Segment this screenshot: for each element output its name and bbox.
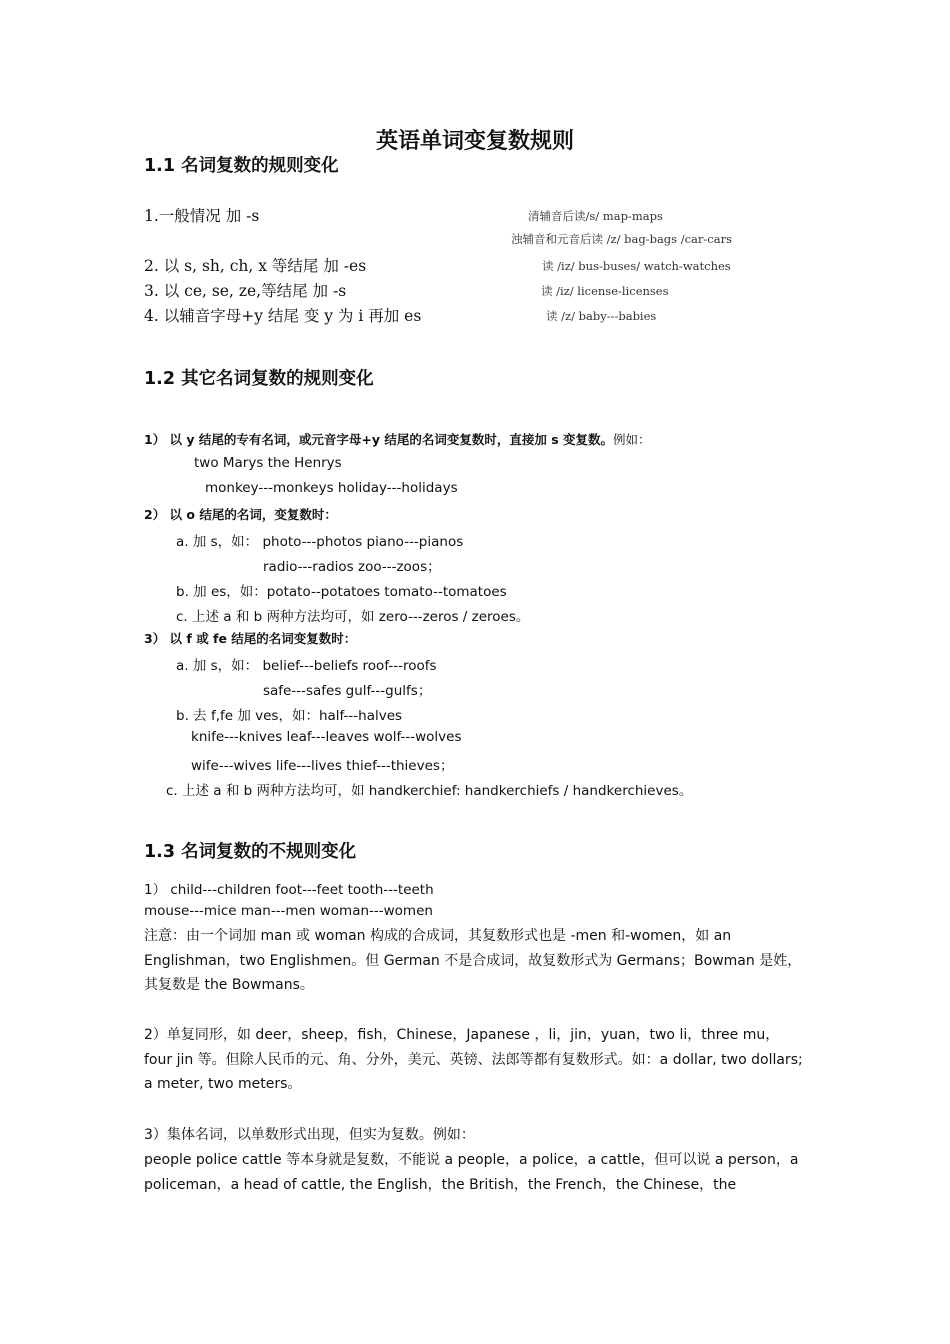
example-line: two Marys the Henrys [194, 455, 342, 471]
note-paragraph: 注意：由一个词加 man 或 woman 构成的合成词，其复数形式也是 -men 和-women，如 an Englishman，two Englishmen。但 German 不是合成词，故复数形式为 Germans；Bowman 是姓，其复数是 the Bowmans。 [144, 928, 802, 994]
rule-3-note: 读 /iz/ license-licenses [541, 284, 669, 298]
rule-1-text: 1.一般情况 加 -s [144, 207, 260, 225]
example-line: a. 加 s，如： belief---beliefs roof---roofs [176, 658, 437, 674]
section-1-2-heading: 1.2 其它名词复数的规则变化 [144, 369, 374, 389]
example-line: radio---radios zoo---zoos； [263, 559, 441, 575]
paragraph-same-form: 2）单复同形，如 deer，sheep，fish，Chinese，Japanese ，li，jin，yuan，two li，three mu，four jin 等。但除人民币的元、角、分外，美元、英镑、法郎等都有复数形式。如：a dollar, two dollars; a meter, two meters。 [144, 1027, 803, 1093]
section-1-1-heading: 1.1 名词复数的规则变化 [144, 156, 339, 176]
rule-4-note: 读 /z/ baby---babies [546, 309, 657, 323]
example-line: b. 加 es，如：potato--potatoes tomato--tomatoes [176, 584, 507, 600]
example-line: mouse---mice man---men woman---women [144, 903, 433, 919]
rule-4-text: 4. 以辅音字母+y 结尾 变 y 为 i 再加 es [144, 307, 422, 325]
rule-1-note: 清辅音后读/s/ map-maps [528, 209, 663, 223]
rule-2-text: 2. 以 s, sh, ch, x 等结尾 加 -es [144, 257, 367, 275]
rule-y-heading: 1） 以 y 结尾的专有名词，或元音字母+y 结尾的名词变复数时，直接加 s 变复数。例如： [144, 432, 651, 447]
rule-2-note: 读 /iz/ bus-buses/ watch-watches [542, 259, 731, 273]
example-line: monkey---monkeys holiday---holidays [205, 480, 458, 496]
example-line: safe---safes gulf---gulfs； [263, 683, 432, 699]
example-line: a. 加 s，如： photo---photos piano---pianos [176, 534, 464, 550]
example-line: 1） child---children foot---feet tooth---teeth [144, 882, 434, 898]
rule-o-heading: 2） 以 o 结尾的名词，变复数时： [144, 507, 337, 522]
document-title: 英语单词变复数规则 [375, 128, 574, 154]
example-line: c. 上述 a 和 b 两种方法均可，如 handkerchief: handkerchiefs / handkerchieves。 [166, 783, 693, 799]
rule-f-heading: 3） 以 f 或 fe 结尾的名词变复数时： [144, 631, 357, 646]
rule-1b-note: 浊辅音和元音后读 /z/ bag-bags /car-cars [511, 232, 732, 246]
example-line: c. 上述 a 和 b 两种方法均可，如 zero---zeros / zeroes。 [176, 609, 530, 625]
paragraph-collective-nouns: 3）集体名词，以单数形式出现，但实为复数。例如： [144, 1127, 475, 1143]
example-line: wife---wives life---lives thief---thieves； [191, 758, 454, 774]
example-line: b. 去 f,fe 加 ves，如：half---halves [176, 708, 403, 724]
paragraph-collective-examples: people police cattle 等本身就是复数，不能说 a people，a police，a cattle，但可以说 a person，a policeman，a head of cattle, the English，the British，the French，the Chinese，the [144, 1152, 799, 1193]
section-1-3-heading: 1.3 名词复数的不规则变化 [144, 842, 357, 862]
example-line: knife---knives leaf---leaves wolf---wolves [191, 729, 462, 745]
rule-3-text: 3. 以 ce, se, ze,等结尾 加 -s [144, 282, 347, 300]
